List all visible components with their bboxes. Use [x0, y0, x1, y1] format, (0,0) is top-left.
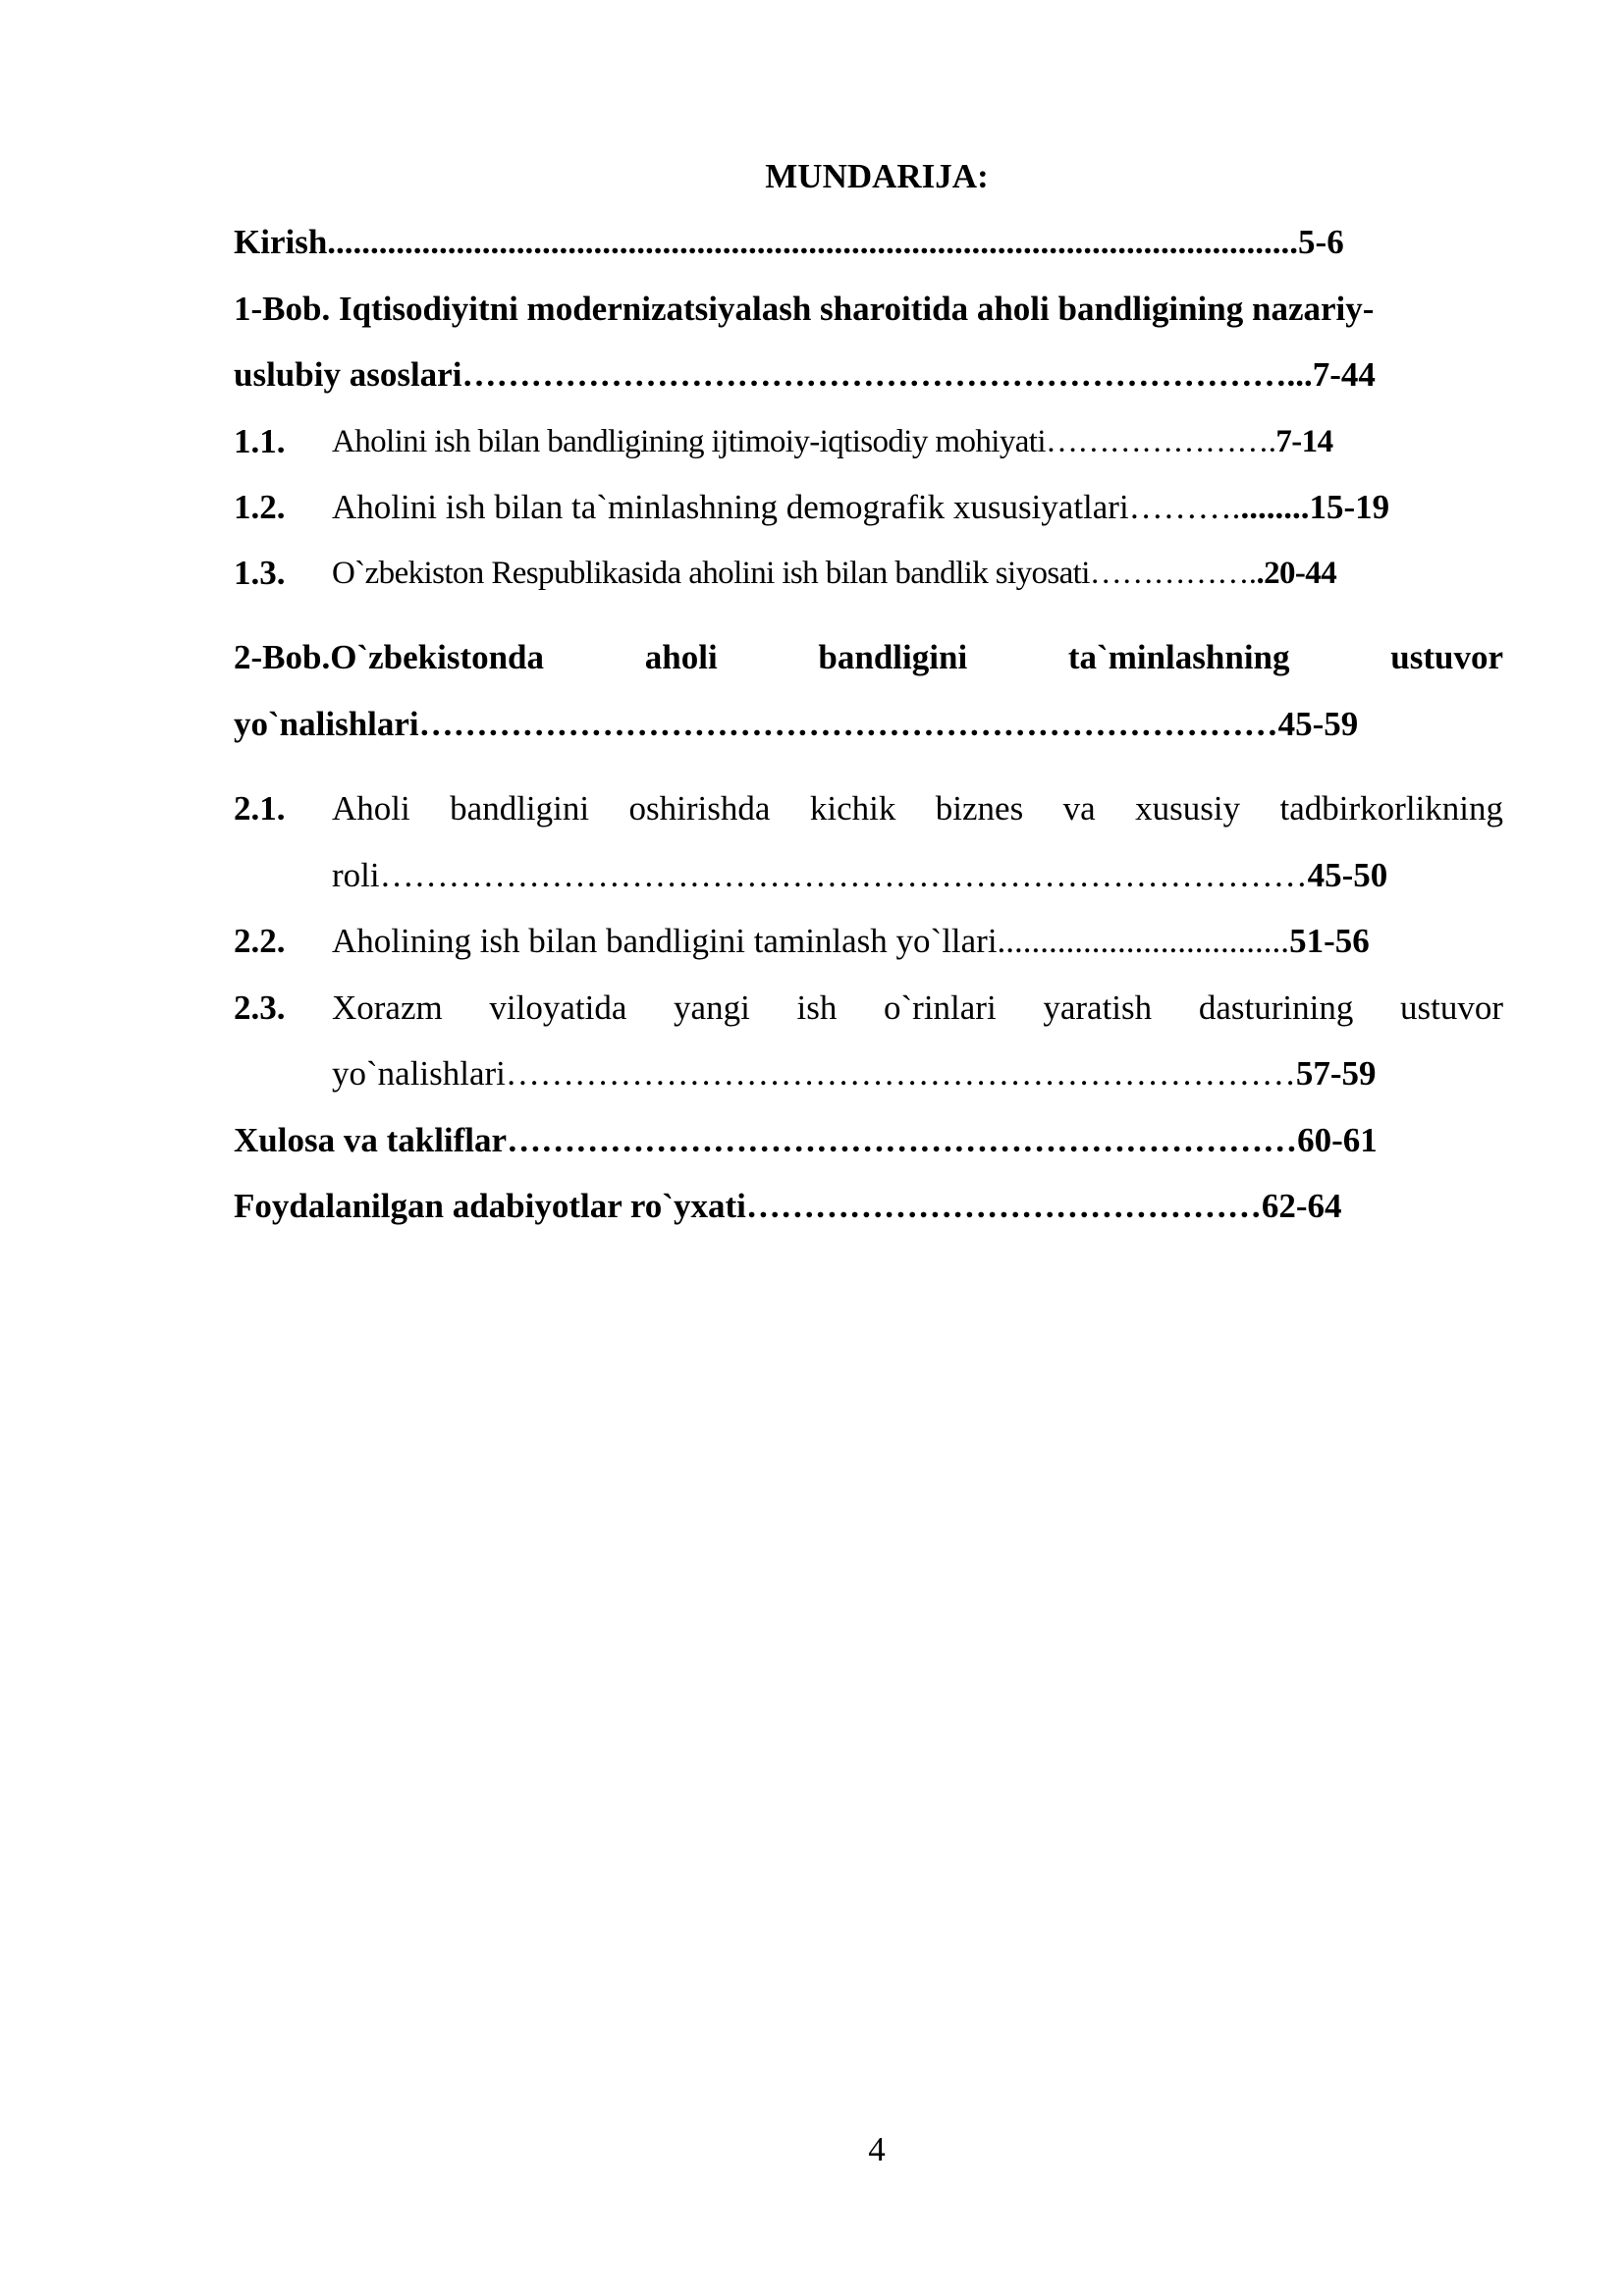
toc-chapter-1-line-1: 1-Bob. Iqtisodiyitni modernizatsiyalash sharoitida aholi bandligining nazariy- — [234, 290, 1375, 328]
page-number: 4 — [868, 2130, 886, 2168]
toc-chapter-2-line-1: 2-Bob.O`zbekistonda aholi bandligini ta`minlashning ustuvor — [234, 638, 1503, 676]
toc-chapter-1-line-2: uslubiy asoslari………………………………………………………………...7-44 — [234, 355, 1376, 394]
toc-section-number: 2.2. — [234, 922, 286, 960]
toc-section-pages: 7-14 — [1275, 424, 1333, 459]
page-title: MUNDARIJA: — [765, 157, 989, 195]
toc-section-title: yo`nalishlari…………………………………………………………… — [332, 1054, 1296, 1093]
toc-section-number: 1.1. — [234, 422, 286, 460]
toc-section-1-1 — [332, 422, 1524, 461]
toc-entry-kirish: Kirish.................................................................................................................5-6 — [234, 223, 1344, 261]
toc-section-2-3-line-1: Xorazm viloyatida yangi ish o`rinlari yaratish dasturining ustuvor — [332, 988, 1503, 1027]
toc-section-number: 2.3. — [234, 988, 286, 1027]
toc-section-2-1-line-2 — [332, 856, 1481, 895]
toc-section-title: Aholini ish bilan bandligining ijtimoiy-iqtisodiy mohiyati…………………. — [332, 424, 1276, 459]
toc-section-1-2 — [332, 488, 1524, 527]
toc-section-2-2 — [332, 922, 1510, 961]
toc-section-pages: ........15-19 — [1240, 488, 1390, 526]
toc-section-2-1-line-1: Aholi bandligini oshirishda kichik biznes va xususiy tadbirkorlikning — [332, 789, 1503, 828]
toc-section-title: Aholining ish bilan bandligini taminlash yo`llari.................................. — [332, 922, 1290, 960]
toc-section-2-3-line-2 — [332, 1054, 1510, 1094]
toc-section-number: 1.3. — [234, 554, 286, 592]
toc-section-title: O`zbekiston Respublikasida aholini ish bilan bandlik siyosati……………. — [332, 556, 1257, 591]
toc-section-pages: .20-44 — [1256, 556, 1337, 591]
toc-section-pages: 45-50 — [1307, 856, 1388, 894]
toc-entry-xulosa: Xulosa va takliflar……………………………………………………………60-61 — [234, 1121, 1378, 1159]
toc-section-1-3 — [332, 554, 1524, 593]
toc-section-number: 1.2. — [234, 488, 286, 526]
toc-section-title: Aholini ish bilan ta`minlashning demografik xususiyatlari………. — [332, 488, 1241, 526]
toc-section-pages: 57-59 — [1295, 1054, 1377, 1093]
toc-chapter-2-line-2: yo`nalishlari…………………………………………………………………45-59 — [234, 705, 1359, 743]
toc-section-pages: 51-56 — [1289, 922, 1370, 960]
toc-section-number: 2.1. — [234, 789, 286, 828]
toc-section-title: roli……………………………………………………………………… — [332, 856, 1308, 894]
toc-entry-references: Foydalanilgan adabiyotlar ro`yxati………………………………………62-64 — [234, 1187, 1342, 1225]
